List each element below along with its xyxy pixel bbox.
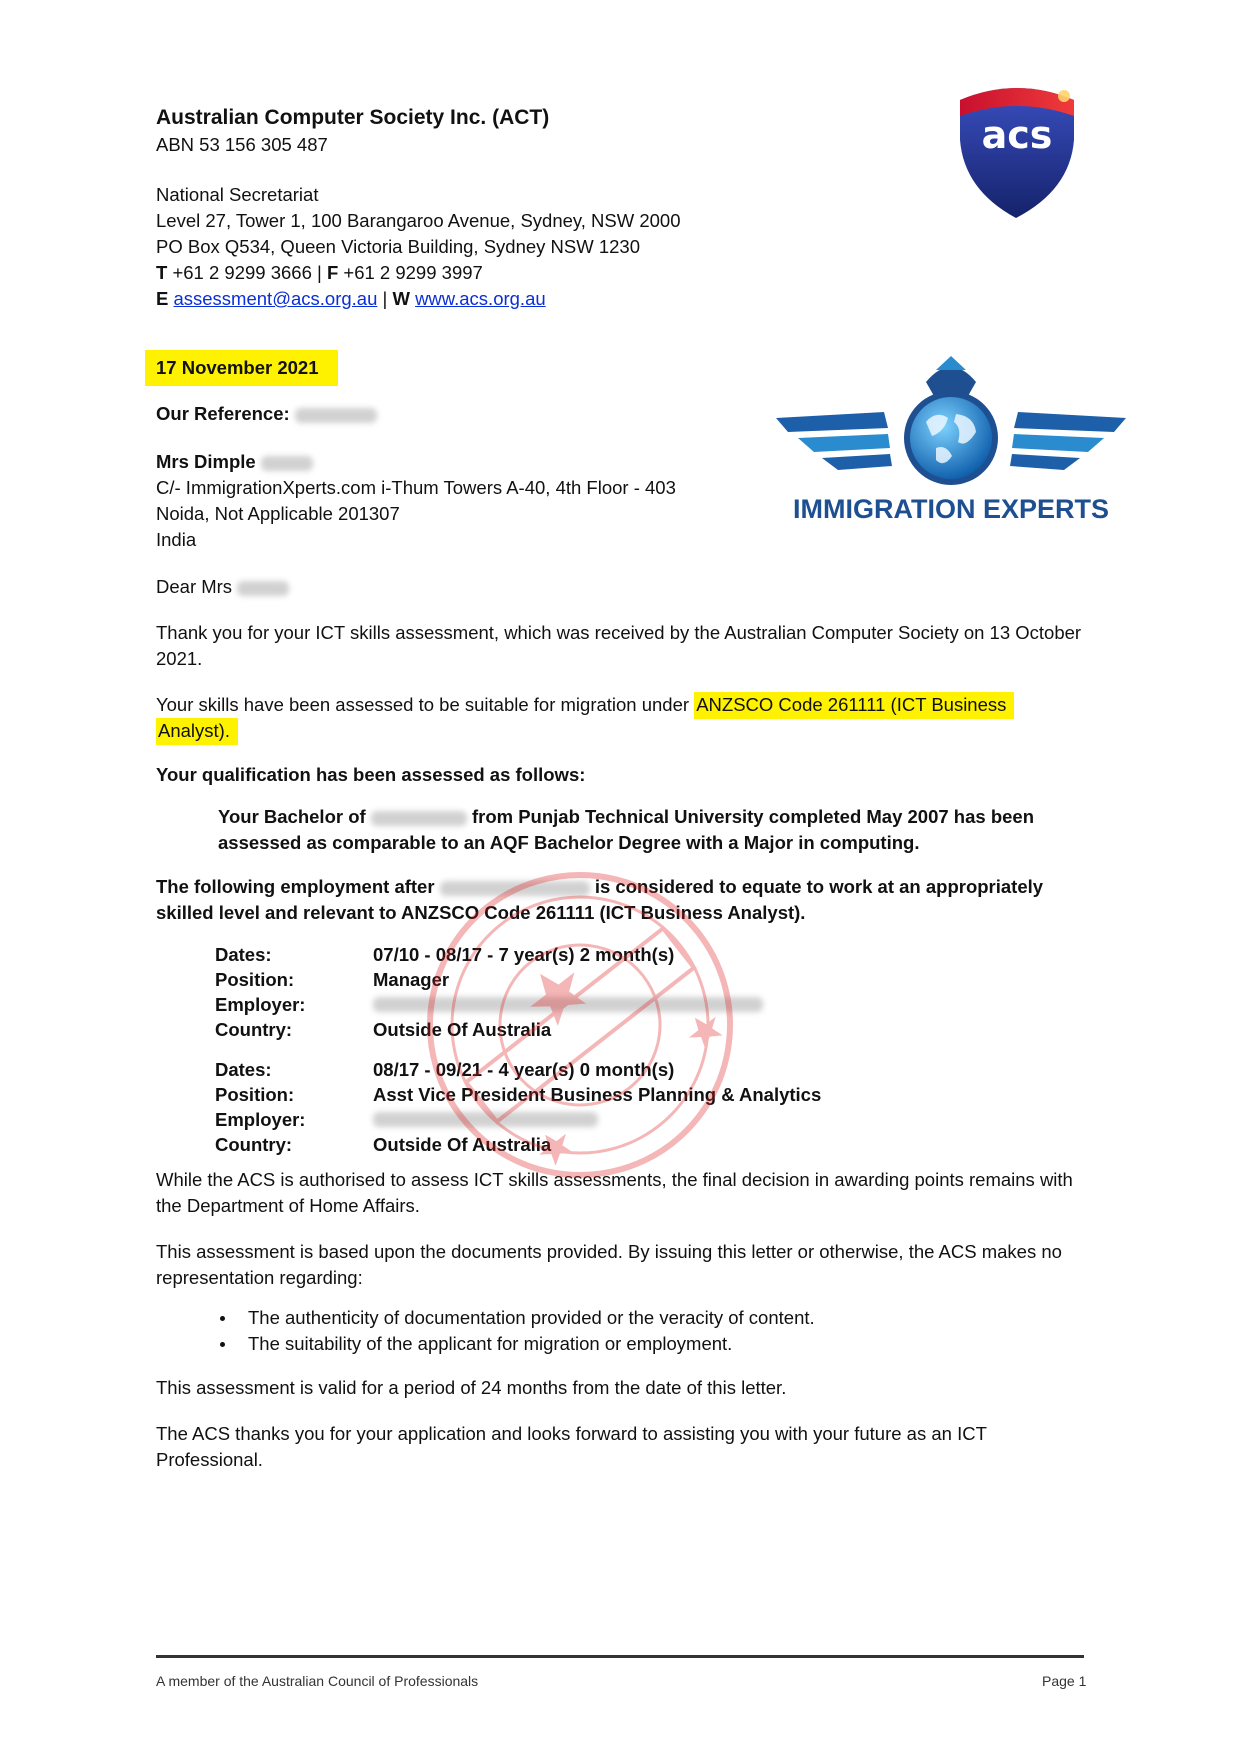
country-label: Country: [215,1134,293,1155]
web-label: W [392,288,410,309]
salutation-line [156,574,289,600]
employment-country: Outside Of Australia [373,1134,552,1155]
recipient-name-line [156,449,756,475]
org-address-line-2: PO Box Q534, Queen Victoria Building, Sydney NSW 1230 [156,236,641,257]
recipient-country: India [156,529,197,550]
web-link[interactable]: www.acs.org.au [415,288,546,309]
anzsco-highlight-1: ANZSCO Code 261111 (ICT Business [694,692,1014,719]
employment-heading-part-1: The following employment after [156,876,435,897]
separator: | [382,288,388,309]
phone-number: +61 2 9299 3666 [172,262,312,283]
acs-logo-text: acs [981,113,1053,157]
country-label: Country: [215,1019,293,1040]
employment-dates: 08/17 - 09/21 - 4 year(s) 0 month(s) [373,1059,675,1080]
org-name: Australian Computer Society Inc. (ACT) [156,106,550,129]
anzsco-highlight-2: Analyst). [156,718,238,745]
recipient-address-line-2: Noida, Not Applicable 201307 [156,503,400,524]
employment-heading-part-2: is considered to equate to work at an appropriately [594,876,1044,897]
org-phone-line [156,260,856,286]
employment-position: Manager [373,969,450,990]
employer-label: Employer: [215,1109,306,1130]
footer-page-number: Page 1 [1042,1673,1087,1689]
paragraph-anzsco [156,692,1086,744]
position-label: Position: [215,1084,295,1105]
dates-label: Dates: [215,1059,272,1080]
agent-stamp-watermark [415,860,745,1190]
employment-heading-line-2: skilled level and relevant to ANZSCO Code 261111 (ICT Business Analyst). [156,902,806,923]
recipient-address-line-1: C/- ImmigrationXperts.com i-Thum Towers A-40, 4th Floor - 403 [156,477,676,498]
dates-label: Dates: [215,944,272,965]
paragraph-thanks: The ACS thanks you for your application and looks forward to assisting you with your future as an ICT Professional. [156,1423,987,1470]
org-secretariat: National Secretariat [156,184,319,205]
employment-country: Outside Of Australia [373,1019,552,1040]
salutation: Dear Mrs [156,576,233,597]
employment-dates: 07/10 - 08/17 - 7 year(s) 2 month(s) [373,944,675,965]
paragraph-authorised: While the ACS is authorised to assess ICT skills assessments, the final decision in awarding points remains with the Department of Home Affairs. [156,1169,1073,1216]
org-address-line-1: Level 27, Tower 1, 100 Barangaroo Avenue, Sydney, NSW 2000 [156,210,681,231]
letter-date: 17 November 2021 [156,357,319,378]
org-contact-line [156,286,856,312]
redacted-salutation-name [237,581,289,596]
fax-label: F [326,262,339,283]
paragraph-representation: This assessment is based upon the documents provided. By issuing this letter or otherwise, the ACS makes no representation regarding: [156,1241,1062,1288]
phone-label: T [156,262,168,283]
footer-member: A member of the Australian Council of Professionals [156,1673,479,1689]
qualification-part-1: Your Bachelor of [218,806,366,827]
redacted-reference [295,408,377,423]
recipient-block [156,449,756,553]
employment-position: Asst Vice President Business Planning & Analytics [373,1084,822,1105]
qualification-statement [156,804,1086,856]
fax-number: +61 2 9299 3997 [343,262,483,283]
qualification-part-2: from Punjab Technical University completed May 2007 has been [471,806,1035,827]
redacted-degree [371,811,467,826]
list-item: The authenticity of documentation provided or the veracity of content. [156,1305,1086,1331]
qualification-heading: Your qualification has been assessed as follows: [156,764,586,785]
email-label: E [156,288,169,309]
position-label: Position: [215,969,295,990]
employer-label: Employer: [215,994,306,1015]
recipient-name: Mrs Dimple [156,451,256,472]
anzsco-prefix: Your skills have been assessed to be suitable for migration under [156,694,690,715]
org-abn: ABN 53 156 305 487 [156,134,328,155]
separator: | [317,262,322,283]
org-header [156,104,856,312]
paragraph-received: Thank you for your ICT skills assessment, which was received by the Australian Computer Society on 13 October 2021. [156,622,1082,669]
list-item: The suitability of the applicant for migration or employment. [156,1331,1086,1357]
redacted-surname [261,456,313,471]
agent-logo-text: IMMIGRATION EXPERTS [792,494,1110,524]
paragraph-validity: This assessment is valid for a period of 24 months from the date of this letter. [156,1377,787,1398]
acs-logo [952,82,1082,222]
immigration-experts-logo [776,352,1126,532]
reference-line [156,401,377,427]
representation-list [156,1305,1086,1357]
email-link[interactable]: assessment@acs.org.au [173,288,378,309]
reference-label: Our Reference: [156,403,290,424]
footer-rule [156,1655,1084,1658]
qualification-line-2: assessed as comparable to an AQF Bachelor Degree with a Major in computing. [218,832,920,853]
